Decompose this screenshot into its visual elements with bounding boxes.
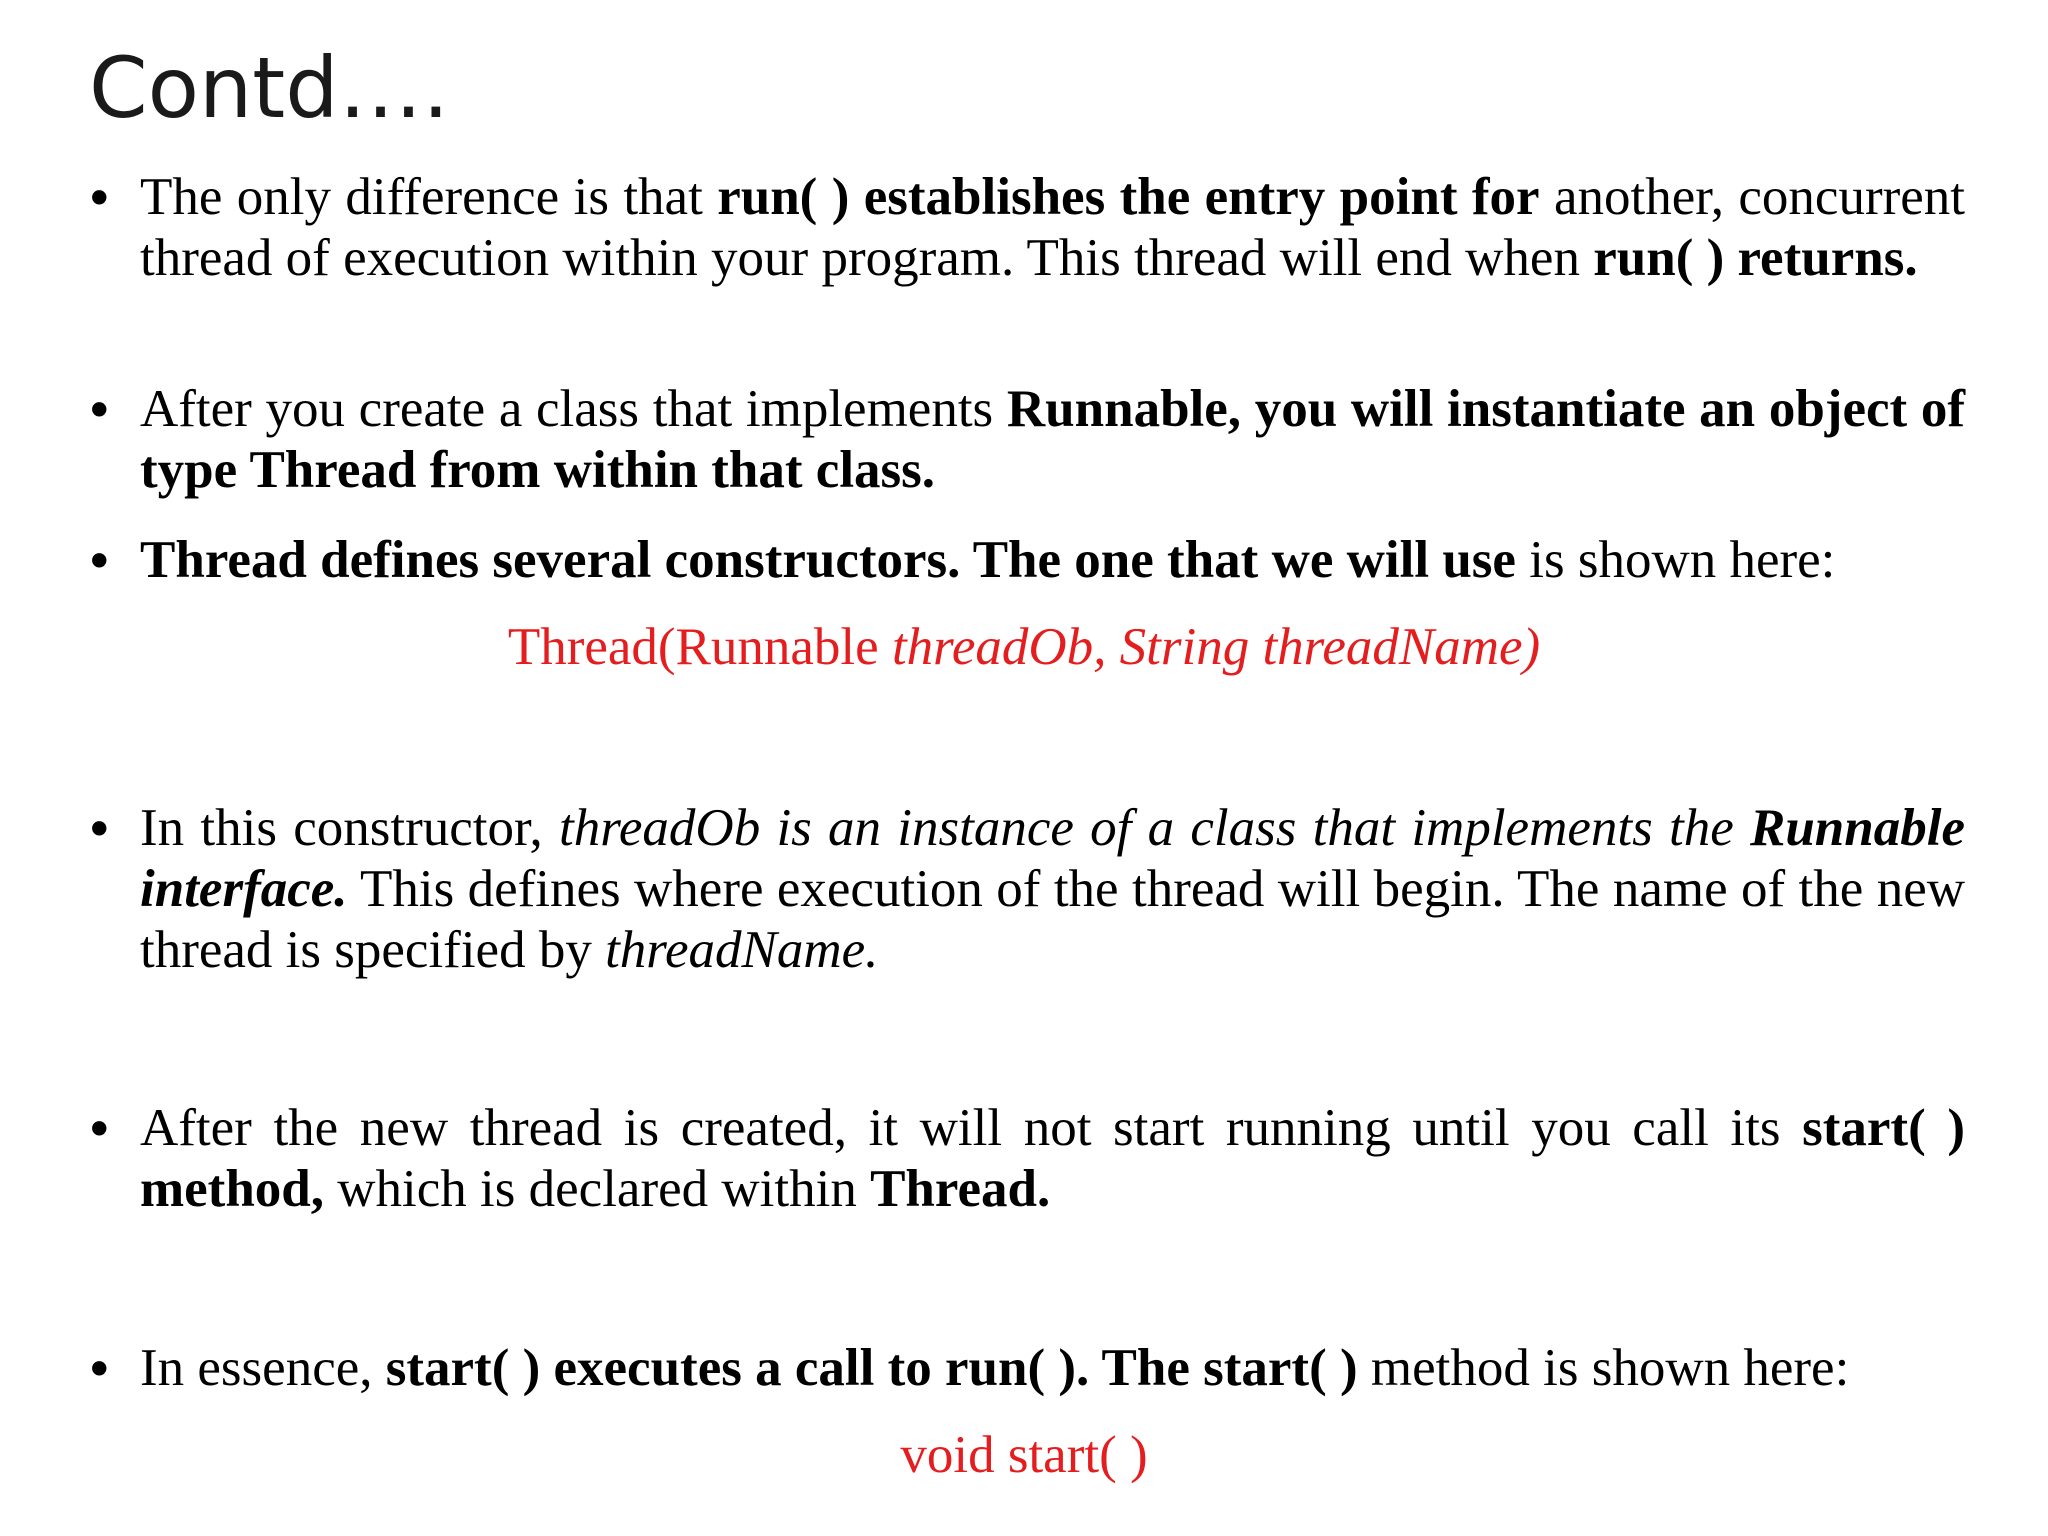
text-segment: method is shown here:: [1357, 1339, 1850, 1397]
bullet-marker: •: [90, 799, 109, 858]
bullet-marker: •: [90, 168, 109, 227]
text-segment: which is declared within: [324, 1160, 871, 1218]
text-segment: After you create a class that implements: [140, 380, 1007, 438]
text-segment: threadOb is an instance of a class that implements the: [559, 799, 1750, 857]
bullet-text: [140, 798, 1965, 981]
bullet-item: [90, 379, 1965, 501]
text-segment: Thread defines several constructors. The one that we will use: [140, 531, 1516, 589]
bullet-item: [90, 798, 1965, 981]
bullet-item: [90, 1098, 1965, 1220]
text-segment: another, concurrent thread of execution within your program. This thread will end when: [140, 168, 1965, 287]
text-segment: Runnable interface.: [140, 799, 1965, 918]
bullet-item: [90, 530, 1965, 591]
text-segment: Thread(Runnable: [507, 618, 892, 676]
bullet-item: [90, 1338, 1965, 1399]
slide-title: Contd….: [89, 39, 450, 137]
bullet-text: [140, 1098, 1965, 1220]
text-segment: This defines where execution of the thread will begin. The name of the new thread is specified by: [140, 860, 1965, 979]
code-example-start-method: [0, 1425, 2048, 1486]
bullet-text: [140, 530, 1965, 591]
bullet-marker: •: [90, 1099, 109, 1158]
bullet-marker: •: [90, 531, 109, 590]
text-segment: After the new thread is created, it will not start running until you call its: [140, 1099, 1803, 1157]
text-segment: start( ) method,: [140, 1099, 1965, 1218]
bullet-marker: •: [90, 1339, 109, 1398]
text-segment: is shown here:: [1515, 531, 1836, 589]
bullet-text: [140, 1338, 1965, 1399]
text-segment: void start( ): [900, 1426, 1148, 1484]
text-segment: threadName.: [605, 921, 879, 979]
text-segment: Thread.: [870, 1160, 1051, 1218]
code-example-constructor: [0, 617, 2048, 678]
text-segment: threadOb, String threadName): [891, 618, 1541, 676]
bullet-text: [140, 167, 1965, 289]
bullet-text: [140, 379, 1965, 501]
text-segment: The only difference is that: [140, 168, 718, 226]
text-segment: run( ) establishes the entry point for: [717, 168, 1540, 226]
text-segment: In essence,: [140, 1339, 386, 1397]
text-segment: run( ) returns.: [1593, 229, 1918, 287]
bullet-marker: •: [90, 380, 109, 439]
text-segment: Runnable, you will instantiate an object of type Thread from within that class.: [140, 380, 1965, 499]
text-segment: In this constructor,: [140, 799, 560, 857]
text-segment: start( ) executes a call to run( ). The start( ): [385, 1339, 1358, 1397]
bullet-item: [90, 167, 1965, 289]
